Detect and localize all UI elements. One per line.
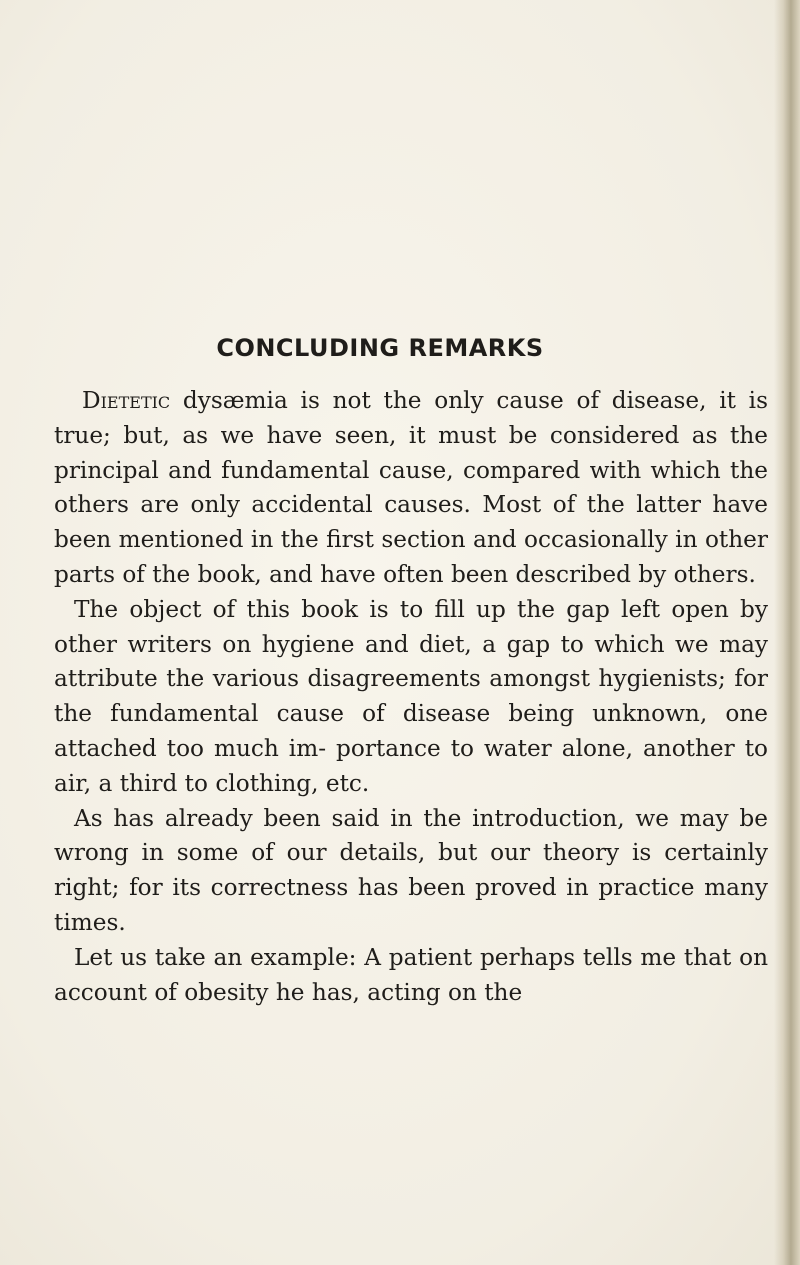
paragraph-3: As has already been said in the introduction, we may be wrong in some of our details, but our theory is certainly right; for its correctness has been proved in practice many times. — [54, 804, 768, 936]
paragraph-1-lead-word: Dietetic — [82, 387, 171, 414]
paragraph-4: Let us take an example: A patient perhaps tells me that on account of obesity he has, acting on the — [54, 943, 768, 1006]
chapter-heading: CONCLUDING REMARKS — [216, 334, 544, 362]
body-text — [54, 384, 768, 1010]
paragraph-2: The object of this book is to fill up the gap left open by other writers on hygiene and diet, a gap to which we may attribute the various disagreements amongst hygienists; for the fundamental cause of disease being unknown, one attached too much im- portance to water alone, another to air, a third to clothing, etc. — [54, 595, 768, 797]
paragraph-1-text: dysæmia is not the only cause of disease, it is true; but, as we have seen, it must be considered as the principal and fundamental cause, compared with which the others are only accidental causes. Most of the latter have been mentioned in the first section and occasionally in other parts of the book, and have often been described by others. — [54, 387, 768, 588]
paragraph-1 — [54, 384, 768, 593]
page-edge-shadow — [774, 0, 800, 1265]
